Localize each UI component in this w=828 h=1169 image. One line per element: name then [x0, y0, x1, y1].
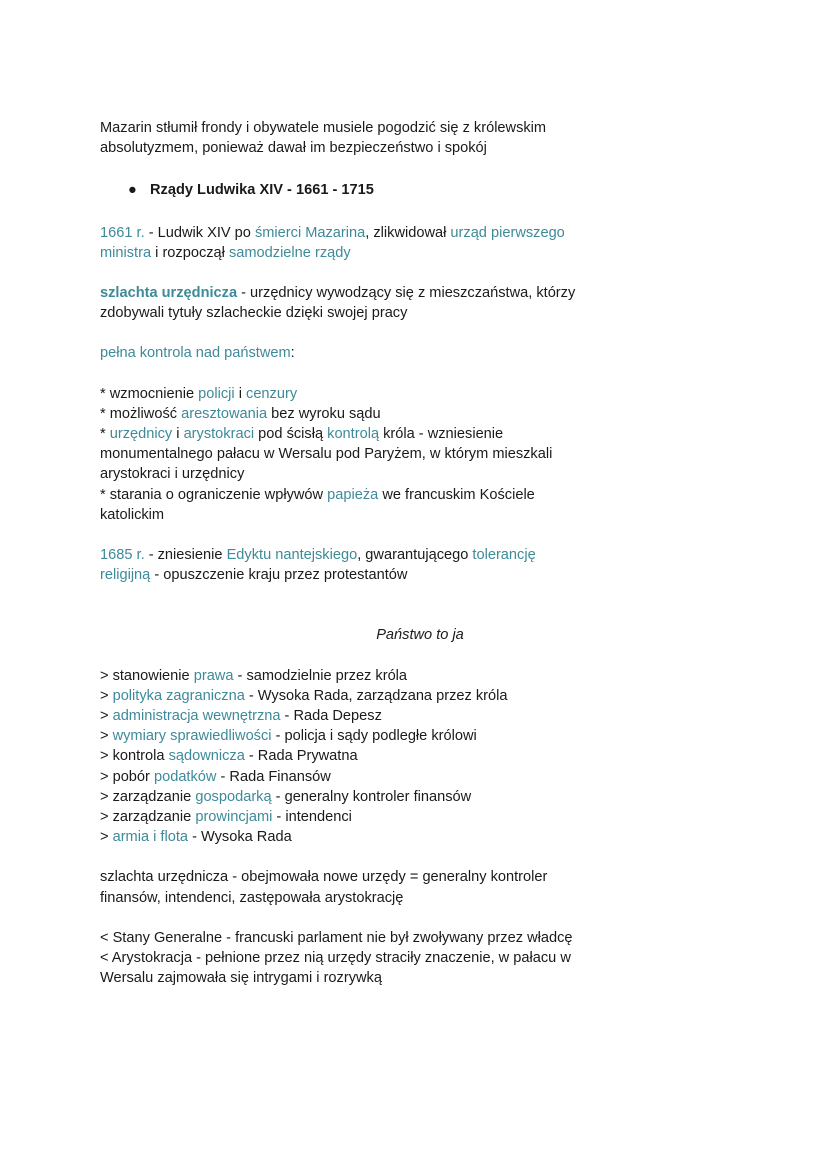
list-kontrola	[100, 384, 740, 525]
list-item: > armia i flota - Wysoka Rada	[100, 829, 292, 846]
bullet-heading: ● Rządy Ludwika XIV - 1661 - 1715	[100, 180, 740, 200]
list-item: > kontrola sądownicza - Rada Prywatna	[100, 748, 358, 765]
paragraph-1685: 1685 r. - zniesienie Edyktu nantejskiego, gwarantującego tolerancję religijną - opuszczenie kraju przez protestantów	[100, 547, 536, 584]
list-panstwo	[100, 666, 740, 848]
paragraph-szlachta: szlachta urzędnicza - urzędnicy wywodzący się z mieszczaństwa, którzy zdobywali tytuły szlacheckie dzięki swojej pracy	[100, 285, 576, 322]
paragraph-szlachta-2: szlachta urzędnicza - obejmowała nowe urzędy = generalny kontroler finansów, intendenci, zastępowała arystokrację	[100, 869, 548, 906]
list-item: > zarządzanie prowincjami - intendenci	[100, 809, 352, 826]
paragraph-1661: 1661 r. - Ludwik XIV po śmierci Mazarina, zlikwidował urząd pierwszego ministra i rozpoczął samodzielne rządy	[100, 224, 565, 261]
list-item: > pobór podatków - Rada Finansów	[100, 768, 331, 785]
document-page	[100, 118, 740, 989]
list-item: > administracja wewnętrzna - Rada Depesz	[100, 708, 382, 725]
list-item: > wymiary sprawiedliwości - policja i sądy podległe królowi	[100, 728, 477, 745]
list-item: * wzmocnienie policji i cenzury	[100, 385, 298, 402]
section-heading: Państwo to ja	[376, 627, 464, 644]
paragraph-stany: < Stany Generalne - francuski parlament nie był zwoływany przez władcę < Arystokracja - pełnione przez nią urzędy straciły znaczenie, w pałacu w Wersalu zajmowała się intrygami i rozrywką	[100, 929, 573, 987]
list-item: > stanowienie prawa - samodzielnie przez króla	[100, 667, 408, 684]
list-item: > polityka zagraniczna - Wysoka Rada, zarządzana przez króla	[100, 687, 508, 704]
list-item: * starania o ograniczenie wpływów papieża we francuskim Kościele katolickim	[100, 486, 535, 523]
list-item: * urzędnicy i arystokraci pod ścisłą kontrolą króla - wzniesienie monumentalnego pałacu w Wersalu pod Paryżem, w którym mieszkali arystokraci i urzędnicy	[100, 426, 553, 483]
list-item: * możliwość aresztowania bez wyroku sądu	[100, 405, 381, 422]
bullet-dot-icon: ●	[128, 182, 137, 199]
list-item: > zarządzanie gospodarką - generalny kontroler finansów	[100, 788, 472, 805]
paragraph-kontrola: pełna kontrola nad państwem:	[100, 345, 295, 362]
paragraph-mazarin: Mazarin stłumił frondy i obywatele musiele pogodzić się z królewskim absolutyzmem, ponieważ dawał im bezpieczeństwo i spokój	[100, 120, 547, 157]
